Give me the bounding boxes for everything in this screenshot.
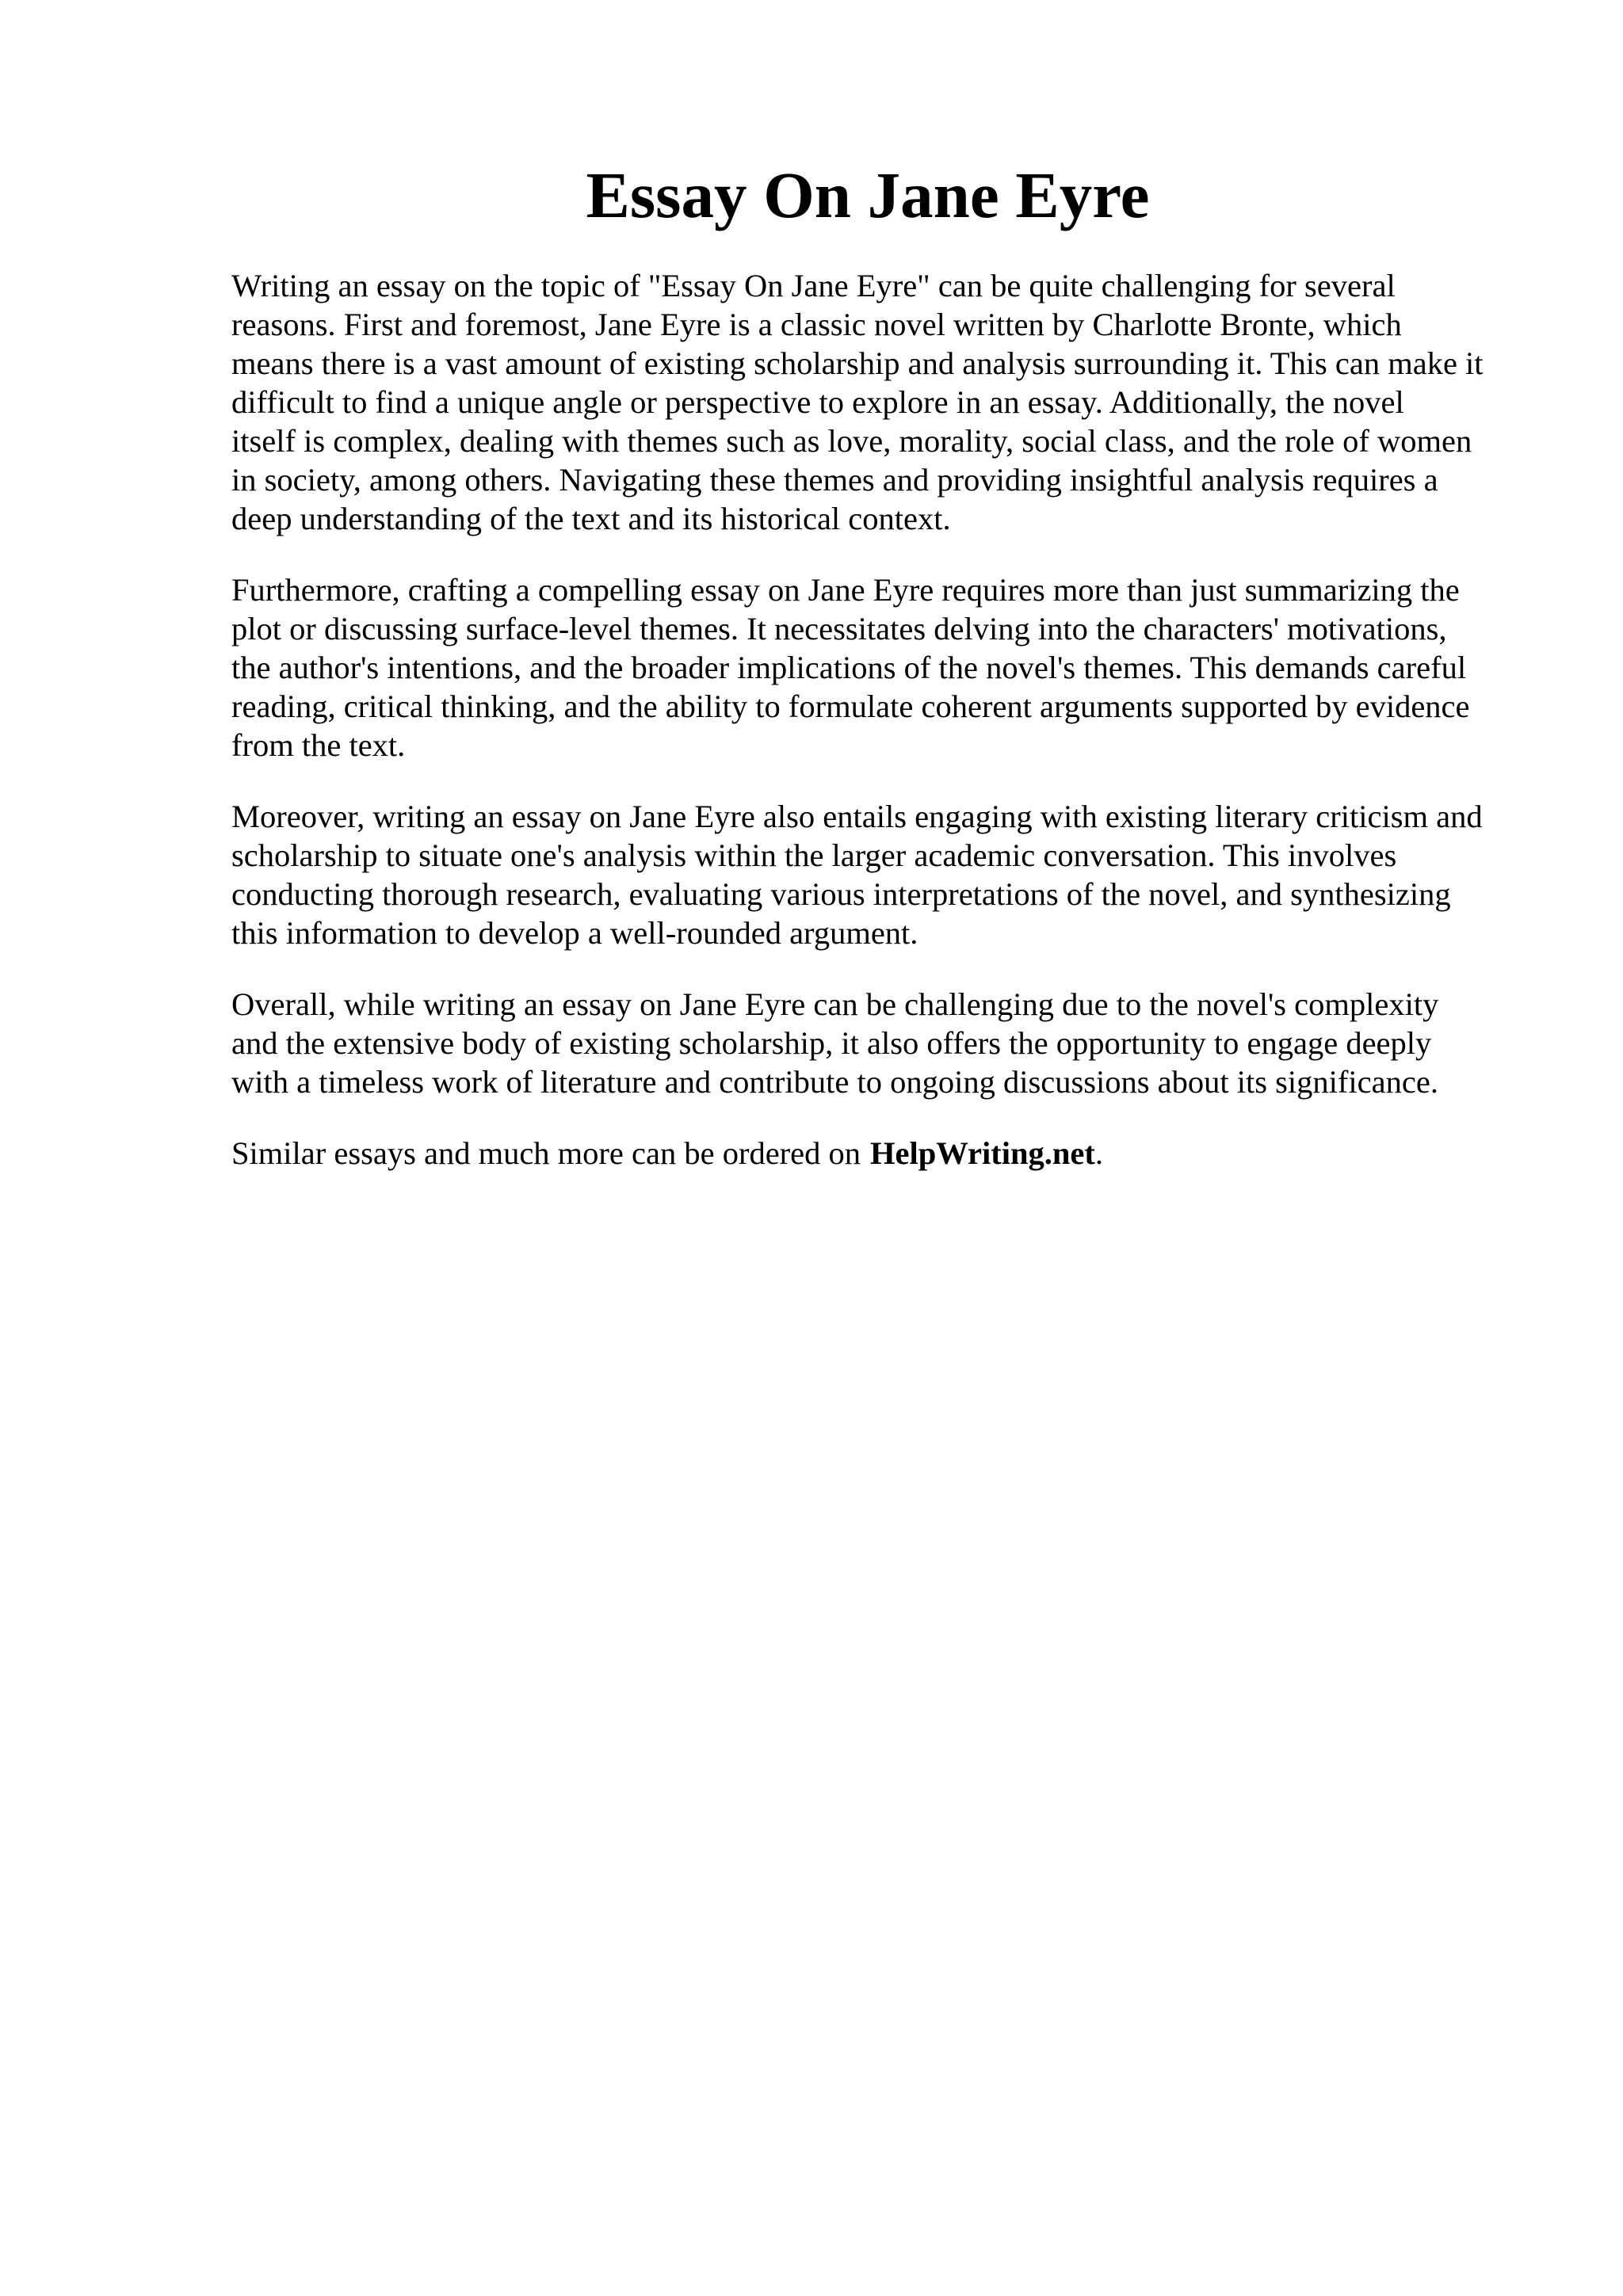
paragraph-2	[231, 570, 1523, 765]
order-callout-period: .	[1094, 1135, 1104, 1171]
paragraph-3	[231, 797, 1523, 952]
text-line: Moreover, writing an essay on Jane Eyre also entails engaging with existing literary criticism and	[231, 799, 1483, 834]
document-body	[231, 266, 1523, 1173]
text-line: plot or discussing surface-level themes. It necessitates delving into the characters' motivations,	[231, 611, 1447, 646]
order-callout-text: Similar essays and much more can be ordered on	[231, 1135, 861, 1171]
text-line: with a timeless work of literature and contribute to ongoing discussions about its significance.	[231, 1064, 1438, 1100]
text-line: deep understanding of the text and its historical context.	[231, 501, 951, 536]
text-line: difficult to find a unique angle or perspective to explore in an essay. Additionally, the novel	[231, 384, 1404, 420]
order-callout	[231, 1134, 1523, 1173]
text-line: Overall, while writing an essay on Jane Eyre can be challenging due to the novel's complexity	[231, 986, 1439, 1022]
text-line: and the extensive body of existing scholarship, it also offers the opportunity to engage deeply	[231, 1025, 1432, 1061]
text-line: itself is complex, dealing with themes such as love, morality, social class, and the role of women	[231, 423, 1472, 459]
text-line: this information to develop a well-rounded argument.	[231, 915, 918, 951]
paragraph-1	[231, 266, 1523, 538]
helpwriting-link[interactable]: HelpWriting.net	[870, 1135, 1095, 1171]
text-line: in society, among others. Navigating these themes and providing insightful analysis requires a	[231, 462, 1438, 498]
text-line: conducting thorough research, evaluating various interpretations of the novel, and synthesizing	[231, 876, 1451, 912]
text-line: Furthermore, crafting a compelling essay on Jane Eyre requires more than just summarizing the	[231, 572, 1460, 608]
text-line: scholarship to situate one's analysis within the larger academic conversation. This involves	[231, 837, 1397, 873]
text-line: reasons. First and foremost, Jane Eyre is a classic novel written by Charlotte Bronte, which	[231, 307, 1402, 342]
paragraph-4	[231, 985, 1523, 1101]
text-line: the author's intentions, and the broader implications of the novel's themes. This demands careful	[231, 650, 1467, 685]
text-line: means there is a vast amount of existing scholarship and analysis surrounding it. This can make it	[231, 345, 1484, 381]
text-line: reading, critical thinking, and the ability to formulate coherent arguments supported by evidence	[231, 688, 1470, 724]
text-line: Writing an essay on the topic of "Essay On Jane Eyre" can be quite challenging for several	[231, 268, 1396, 303]
document-title: Essay On Jane Eyre	[586, 158, 1150, 231]
text-line: from the text.	[231, 727, 406, 763]
